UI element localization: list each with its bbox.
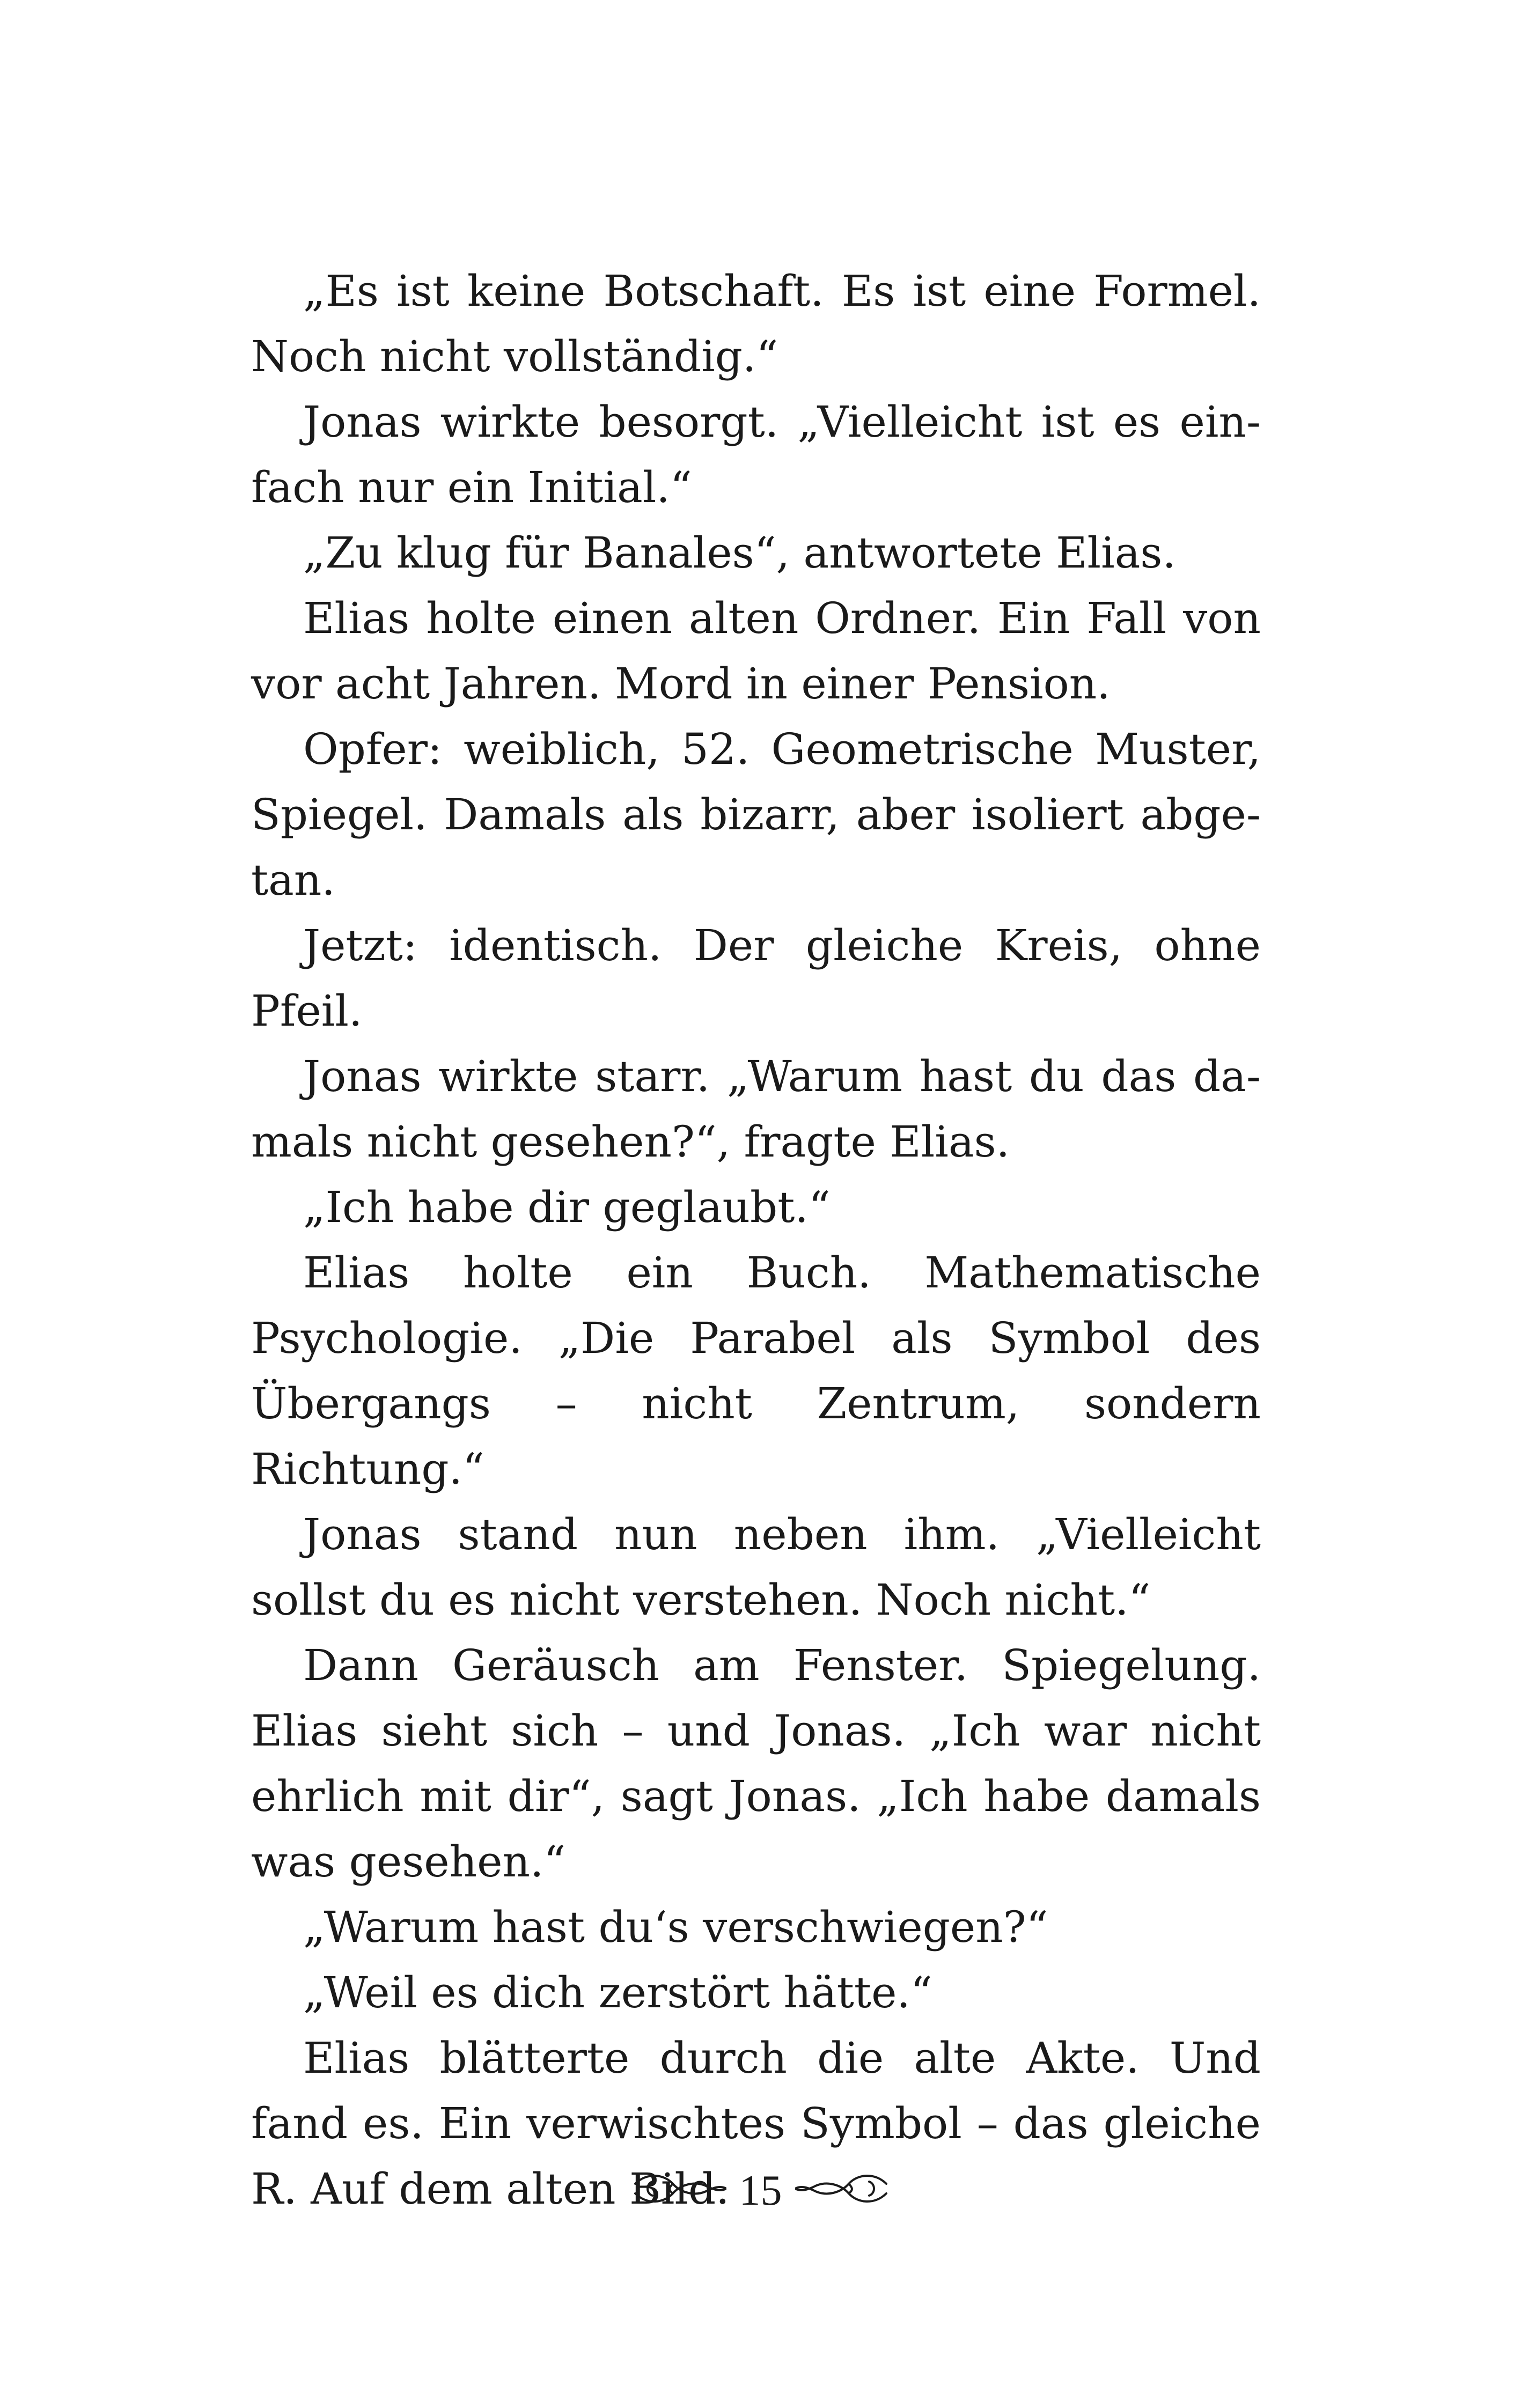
paragraph: Jonas wirkte besorgt. „Vielleicht ist es einfach nur ein Initial.“ [251,397,1261,512]
paragraph: Jonas stand nun neben ihm. „Vielleicht sollst du es nicht verstehen. Noch nicht.“ [251,1509,1261,1625]
paragraph: „Ich habe dir geglaubt.“ [303,1182,831,1232]
paragraph: „Zu klug für Banales“, antwortete Elias. [303,528,1176,578]
paragraph: Elias blätterte durch die alte Akte. Und fand es. Ein verwischtes Symbol – das gleiche R. Auf dem alten Bild. [251,2033,1261,2214]
paragraph: Jetzt: identisch. Der gleiche Kreis, ohne Pfeil. [251,921,1261,1036]
paragraph: „Warum hast du‘s verschwiegen?“ [303,1902,1048,1952]
page-number: 15 [739,2167,782,2214]
body-text [251,259,1261,2222]
paragraph: „Weil es dich zerstört hätte.“ [303,1968,932,2017]
paragraph: Opfer: weiblich, 52. Geometrische Muster, Spiegel. Damals als bizarr, aber isoliert abgetan. [251,724,1261,905]
paragraph: Elias holte einen alten Ordner. Ein Fall von vor acht Jahren. Mord in einer Pension. [251,593,1261,709]
paragraph: Elias holte ein Buch. Mathematische Psychologie. „Die Parabel als Symbol des Übergangs – nicht Zentrum, sondern Richtung.“ [251,1248,1261,1494]
paragraph: Dann Geräusch am Fenster. Spiegelung. Elias sieht sich – und Jonas. „Ich war nicht ehrlich mit dir“, sagt Jonas. „Ich habe damals was gesehen.“ [251,1640,1261,1887]
paragraph: „Es ist keine Botschaft. Es ist eine Formel. Noch nicht vollständig.“ [251,266,1261,381]
flourish-right-icon [794,2170,891,2207]
page-footer [0,2156,1521,2221]
flourish-left-icon [631,2170,728,2207]
paragraph: Jonas wirkte starr. „Warum hast du das damals nicht gesehen?“, fragte Elias. [251,1051,1261,1167]
